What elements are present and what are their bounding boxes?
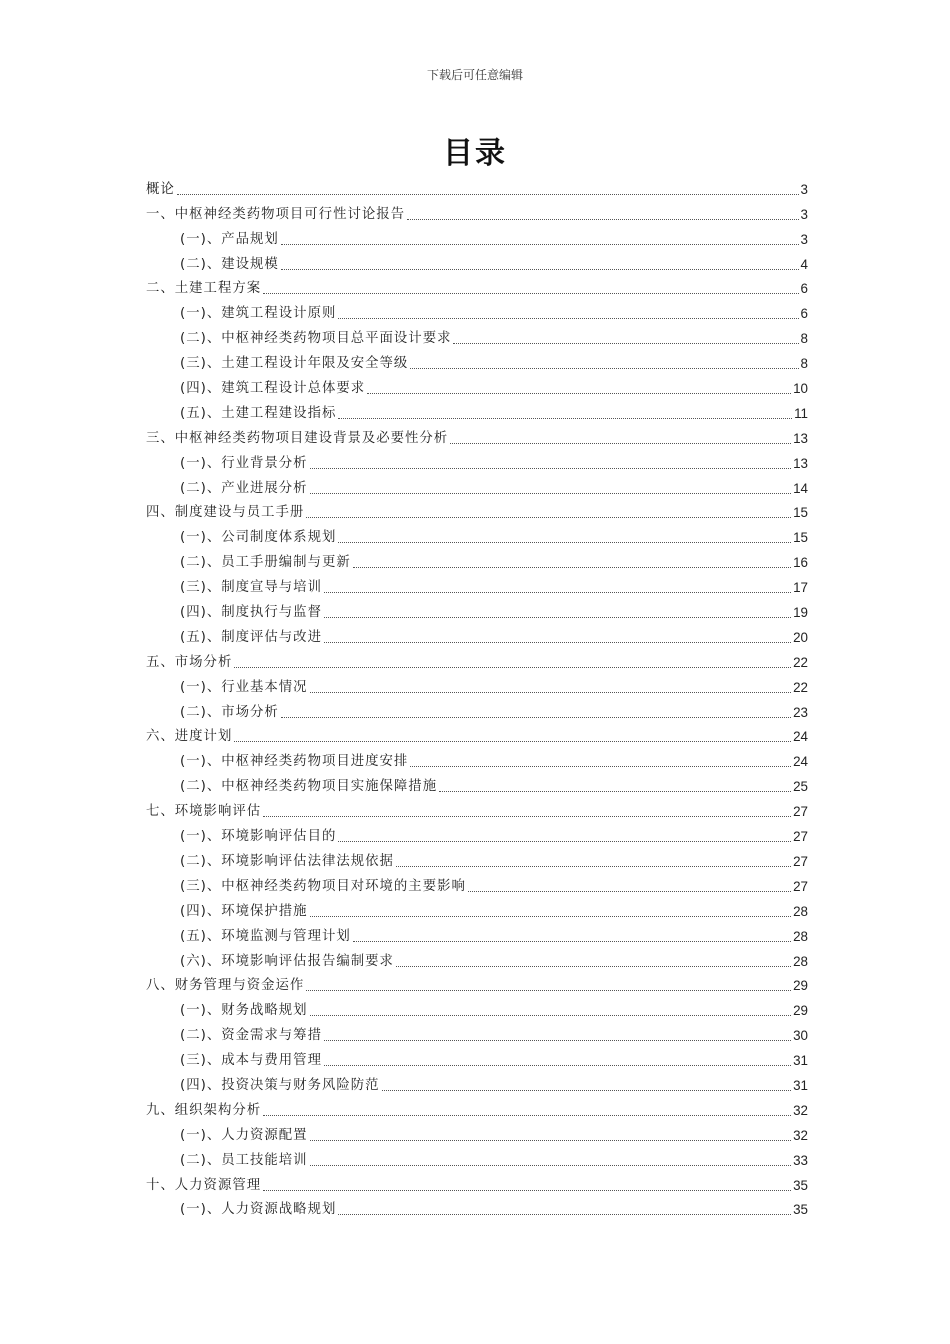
toc-entry-page-number: 28	[793, 903, 808, 919]
toc-entry[interactable]	[146, 249, 808, 274]
toc-entry-page-number: 24	[793, 729, 808, 745]
toc-entry-label: 十、人力资源管理	[146, 1177, 262, 1193]
toc-entry-label: (一)、产品规划	[180, 231, 279, 247]
dot-leader	[439, 790, 791, 792]
toc-entry-label: (二)、中枢神经类药物项目总平面设计要求	[180, 331, 452, 347]
toc-entry[interactable]	[146, 1045, 808, 1070]
dot-leader	[263, 1189, 791, 1191]
toc-entry[interactable]	[146, 672, 808, 697]
toc-entry-page-number: 27	[793, 829, 808, 845]
toc-entry[interactable]	[146, 1170, 808, 1195]
toc-entry-label: (五)、制度评估与改进	[180, 629, 322, 645]
toc-entry-page-number: 3	[800, 181, 808, 197]
toc-entry[interactable]	[146, 846, 808, 871]
toc-entry-page-number: 35	[793, 1202, 808, 1218]
toc-entry-label: 七、环境影响评估	[146, 804, 262, 820]
toc-entry-label: (二)、中枢神经类药物项目实施保障措施	[180, 779, 438, 795]
toc-entry-label: (三)、土建工程设计年限及安全等级	[180, 356, 409, 372]
toc-entry-page-number: 11	[794, 405, 808, 421]
dot-leader	[310, 915, 792, 917]
toc-entry-page-number: 8	[800, 356, 808, 372]
toc-entry[interactable]	[146, 174, 808, 199]
toc-entry[interactable]	[146, 448, 808, 473]
header-note: 下载后可任意编辑	[426, 68, 523, 82]
dot-leader	[338, 417, 792, 419]
toc-entry[interactable]	[146, 1020, 808, 1045]
toc-entry[interactable]	[146, 398, 808, 423]
toc-entry-label: 九、组织架构分析	[146, 1102, 262, 1118]
dot-leader	[263, 815, 791, 817]
dot-leader	[324, 1064, 791, 1066]
toc-entry-label: (三)、中枢神经类药物项目对环境的主要影响	[180, 878, 466, 894]
dot-leader	[177, 193, 799, 195]
toc-entry-label: (四)、建筑工程设计总体要求	[180, 381, 366, 397]
dot-leader	[324, 591, 791, 593]
dot-leader	[310, 691, 792, 693]
toc-title: 目录	[443, 136, 507, 171]
toc-entry-page-number: 15	[793, 530, 808, 546]
toc-entry-page-number: 6	[800, 306, 808, 322]
toc-entry-page-number: 28	[793, 953, 808, 969]
toc-entry[interactable]	[146, 572, 808, 597]
toc-entry[interactable]	[146, 547, 808, 572]
toc-entry[interactable]	[146, 323, 808, 348]
toc-entry-page-number: 16	[793, 555, 808, 571]
toc-entry-page-number: 17	[793, 580, 808, 596]
toc-entry[interactable]	[146, 199, 808, 224]
toc-entry[interactable]	[146, 274, 808, 299]
dot-leader	[338, 317, 798, 319]
dot-leader	[468, 890, 791, 892]
toc-entry-page-number: 30	[793, 1028, 808, 1044]
toc-entry-label: 六、进度计划	[146, 729, 233, 745]
dot-leader	[353, 940, 791, 942]
toc-entry-label: (一)、财务战略规划	[180, 1003, 308, 1019]
toc-entry-page-number: 27	[793, 804, 808, 820]
toc-entry[interactable]	[146, 373, 808, 398]
toc-entry-label: 概论	[146, 181, 175, 197]
toc-entry-label: (二)、员工技能培训	[180, 1152, 308, 1168]
toc-entry-label: 八、财务管理与资金运作	[146, 978, 305, 994]
toc-entry[interactable]	[146, 298, 808, 323]
toc-entry-label: (二)、环境影响评估法律法规依据	[180, 853, 394, 869]
toc-entry-label: (一)、行业背景分析	[180, 455, 308, 471]
toc-entry-page-number: 6	[800, 281, 808, 297]
dot-leader	[453, 342, 798, 344]
dot-leader	[367, 392, 791, 394]
toc-entry-page-number: 14	[793, 480, 808, 496]
dot-leader	[281, 243, 799, 245]
toc-entry-label: (二)、员工手册编制与更新	[180, 555, 351, 571]
dot-leader	[396, 965, 791, 967]
toc-entry-label: (四)、环境保护措施	[180, 903, 308, 919]
toc-entry-page-number: 4	[800, 256, 808, 272]
toc-entry[interactable]	[146, 647, 808, 672]
toc-entry-page-number: 29	[793, 1003, 808, 1019]
toc-entry[interactable]	[146, 1095, 808, 1120]
dot-leader	[310, 492, 792, 494]
toc-entry-label: 二、土建工程方案	[146, 281, 262, 297]
toc-entry[interactable]	[146, 746, 808, 771]
dot-leader	[382, 1089, 792, 1091]
toc-entry[interactable]	[146, 522, 808, 547]
dot-leader	[310, 1014, 792, 1016]
dot-leader	[338, 840, 791, 842]
dot-leader	[324, 1039, 791, 1041]
dot-leader	[263, 1114, 791, 1116]
toc-entry[interactable]	[146, 473, 808, 498]
toc-entry-page-number: 35	[793, 1177, 808, 1193]
toc-entry[interactable]	[146, 597, 808, 622]
dot-leader	[234, 666, 791, 668]
toc-entry-page-number: 19	[793, 605, 808, 621]
toc-entry[interactable]	[146, 697, 808, 722]
toc-entry-page-number: 28	[793, 928, 808, 944]
toc-entry-page-number: 8	[800, 331, 808, 347]
toc-entry-page-number: 13	[793, 430, 808, 446]
toc-entry-label: (一)、环境影响评估目的	[180, 829, 337, 845]
toc-entry-label: (五)、土建工程建设指标	[180, 405, 337, 421]
dot-leader	[310, 1164, 792, 1166]
dot-leader	[450, 442, 791, 444]
toc-entry-page-number: 20	[793, 629, 808, 645]
toc-entry[interactable]	[146, 771, 808, 796]
dot-leader	[410, 765, 791, 767]
toc-entry-page-number: 23	[793, 704, 808, 720]
toc-entry-page-number: 24	[793, 754, 808, 770]
toc-entry-label: (四)、制度执行与监督	[180, 605, 322, 621]
toc-entry-label: (六)、环境影响评估报告编制要求	[180, 953, 394, 969]
toc-entry[interactable]	[146, 722, 808, 747]
toc-entry-label: (一)、中枢神经类药物项目进度安排	[180, 754, 409, 770]
toc-entry-page-number: 27	[793, 853, 808, 869]
dot-leader	[338, 1213, 791, 1215]
toc-entry-label: 四、制度建设与员工手册	[146, 505, 305, 521]
toc-entry[interactable]	[146, 622, 808, 647]
toc-entry-page-number: 22	[793, 679, 808, 695]
toc-entry-label: 五、市场分析	[146, 654, 233, 670]
toc-entry[interactable]	[146, 995, 808, 1020]
toc-entry-page-number: 32	[793, 1127, 808, 1143]
toc-entry-label: (四)、投资决策与财务风险防范	[180, 1077, 380, 1093]
toc-entry-label: (一)、建筑工程设计原则	[180, 306, 337, 322]
toc-entry-label: (三)、制度宣导与培训	[180, 580, 322, 596]
toc-entry-page-number: 31	[793, 1077, 808, 1093]
toc-entry[interactable]	[146, 971, 808, 996]
toc-entry-label: (二)、建设规模	[180, 256, 279, 272]
toc-entry[interactable]	[146, 348, 808, 373]
toc-entry-label: (一)、公司制度体系规划	[180, 530, 337, 546]
table-of-contents	[146, 174, 808, 1219]
toc-entry-page-number: 33	[793, 1152, 808, 1168]
toc-entry[interactable]	[146, 896, 808, 921]
dot-leader	[324, 616, 791, 618]
dot-leader	[310, 1139, 792, 1141]
toc-entry-label: (一)、人力资源战略规划	[180, 1202, 337, 1218]
dot-leader	[263, 292, 798, 294]
toc-entry[interactable]	[146, 224, 808, 249]
toc-entry-label: (一)、人力资源配置	[180, 1127, 308, 1143]
toc-entry-page-number: 25	[793, 779, 808, 795]
toc-entry-label: 一、中枢神经类药物项目可行性讨论报告	[146, 206, 406, 222]
toc-entry[interactable]	[146, 423, 808, 448]
toc-entry-page-number: 22	[793, 654, 808, 670]
toc-entry-page-number: 10	[793, 381, 808, 397]
toc-entry-label: (五)、环境监测与管理计划	[180, 928, 351, 944]
dot-leader	[310, 467, 792, 469]
toc-entry-page-number: 3	[800, 206, 808, 222]
toc-entry[interactable]	[146, 921, 808, 946]
toc-entry[interactable]	[146, 796, 808, 821]
toc-entry-label: (三)、成本与费用管理	[180, 1053, 322, 1069]
toc-entry[interactable]	[146, 871, 808, 896]
dot-leader	[353, 566, 791, 568]
dot-leader	[234, 740, 791, 742]
dot-leader	[306, 516, 791, 518]
toc-entry-page-number: 31	[793, 1053, 808, 1069]
toc-entry[interactable]	[146, 1070, 808, 1095]
dot-leader	[306, 989, 791, 991]
dot-leader	[396, 865, 791, 867]
toc-entry-label: 三、中枢神经类药物项目建设背景及必要性分析	[146, 430, 449, 446]
dot-leader	[281, 716, 791, 718]
toc-entry-page-number: 32	[793, 1102, 808, 1118]
toc-entry-page-number: 3	[800, 231, 808, 247]
dot-leader	[410, 367, 798, 369]
toc-entry-page-number: 15	[793, 505, 808, 521]
toc-entry[interactable]	[146, 498, 808, 523]
toc-entry[interactable]	[146, 946, 808, 971]
toc-entry-page-number: 29	[793, 978, 808, 994]
toc-entry[interactable]	[146, 821, 808, 846]
dot-leader	[324, 641, 791, 643]
dot-leader	[407, 218, 799, 220]
toc-entry-label: (二)、产业进展分析	[180, 480, 308, 496]
toc-entry[interactable]	[146, 1145, 808, 1170]
toc-entry-label: (一)、行业基本情况	[180, 679, 308, 695]
dot-leader	[338, 541, 791, 543]
toc-entry-label: (二)、资金需求与筹措	[180, 1028, 322, 1044]
toc-entry-label: (二)、市场分析	[180, 704, 279, 720]
dot-leader	[281, 268, 799, 270]
toc-entry[interactable]	[146, 1120, 808, 1145]
toc-entry-page-number: 13	[793, 455, 808, 471]
toc-entry[interactable]	[146, 1195, 808, 1220]
toc-entry-page-number: 27	[793, 878, 808, 894]
